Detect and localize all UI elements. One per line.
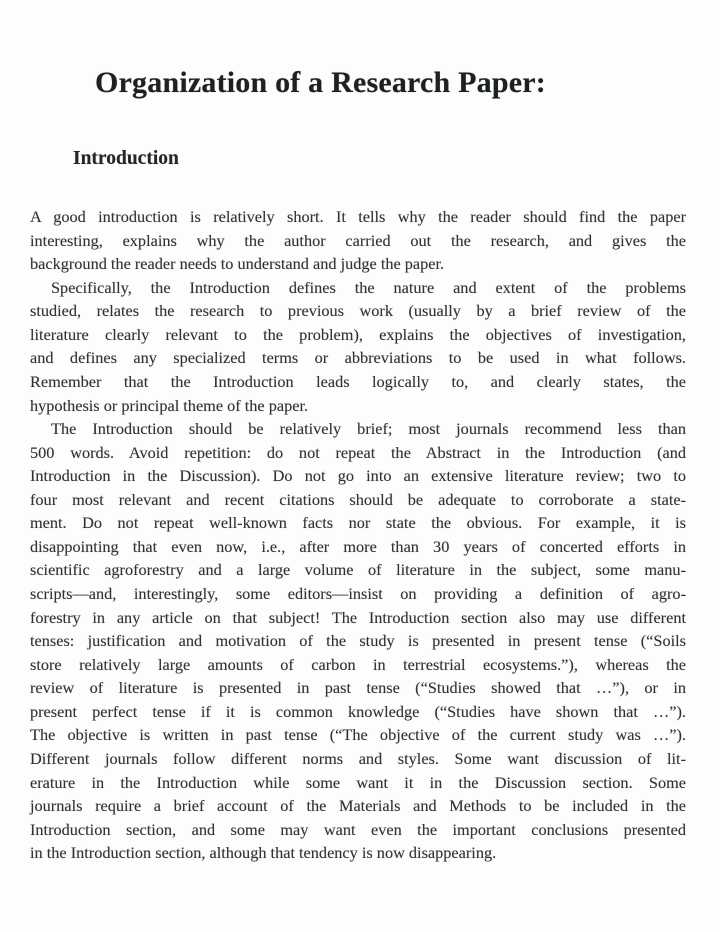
text-line: ment. Do not repeat well-known facts nor state the obvious. For example, it is [30, 513, 686, 533]
text-line: studied, relates the research to previous work (usually by a brief review of the [30, 301, 686, 321]
text-line: scientific agroforestry and a large volume of literature in the subject, some manu- [30, 560, 686, 580]
text-line: in the Introduction section, although that tendency is now disappearing. [30, 843, 497, 863]
text-line: background the reader needs to understand and judge the paper. [30, 254, 445, 274]
text-line: scripts—and, interestingly, some editors—insist on providing a definition of agro- [30, 584, 686, 603]
section-heading: Introduction [73, 148, 179, 169]
text-line: store relatively large amounts of carbon in terrestrial ecosystems.”), whereas the [30, 654, 686, 674]
text-line: Introduction in the Discussion). Do not go into an extensive literature review; two to [30, 466, 686, 486]
text-line: forestry in any article on that subject! The Introduction section also may use different [30, 607, 686, 627]
text-line: Remember that the Introduction leads logically to, and clearly states, the [30, 371, 686, 391]
text-line: literature clearly relevant to the problem), explains the objectives of investigation, [30, 324, 686, 344]
text-line: hypothesis or principal theme of the paper. [30, 395, 309, 415]
text-line: and defines any specialized terms or abbreviations to be used in what follows. [30, 348, 686, 368]
text-line: A good introduction is relatively short. It tells why the reader should find the paper [30, 207, 686, 226]
text-line: Different journals follow different norms and styles. Some want discussion of lit- [30, 748, 686, 768]
text-line: interesting, explains why the author carried out the research, and gives the [30, 230, 686, 250]
text-line: tenses: justification and motivation of the study is presented in present tense (“Soils [30, 631, 686, 651]
text-line: four most relevant and recent citations should be adequate to corroborate a state- [30, 489, 686, 509]
text-line: journals require a brief account of the Materials and Methods to be included in the [30, 796, 686, 816]
body-text [30, 205, 686, 865]
text-line: The Introduction should be relatively brief; most journals recommend less than [51, 419, 686, 439]
text-line: erature in the Introduction while some want it in the Discussion section. Some [30, 772, 686, 792]
text-line: present perfect tense if it is common knowledge (“Studies have shown that …”). [30, 701, 686, 721]
page-title: Organization of a Research Paper: [95, 66, 546, 99]
text-line: Specifically, the Introduction defines the nature and extent of the problems [51, 277, 686, 297]
text-line: Introduction section, and some may want even the important conclusions presented [30, 819, 686, 839]
text-line: The objective is written in past tense (“The objective of the current study was …”). [30, 725, 686, 745]
text-line: 500 words. Avoid repetition: do not repeat the Abstract in the Introduction (and [30, 442, 686, 462]
text-line: review of literature is presented in past tense (“Studies showed that …”), or in [30, 678, 686, 698]
text-line: disappointing that even now, i.e., after more than 30 years of concerted efforts in [30, 536, 686, 556]
